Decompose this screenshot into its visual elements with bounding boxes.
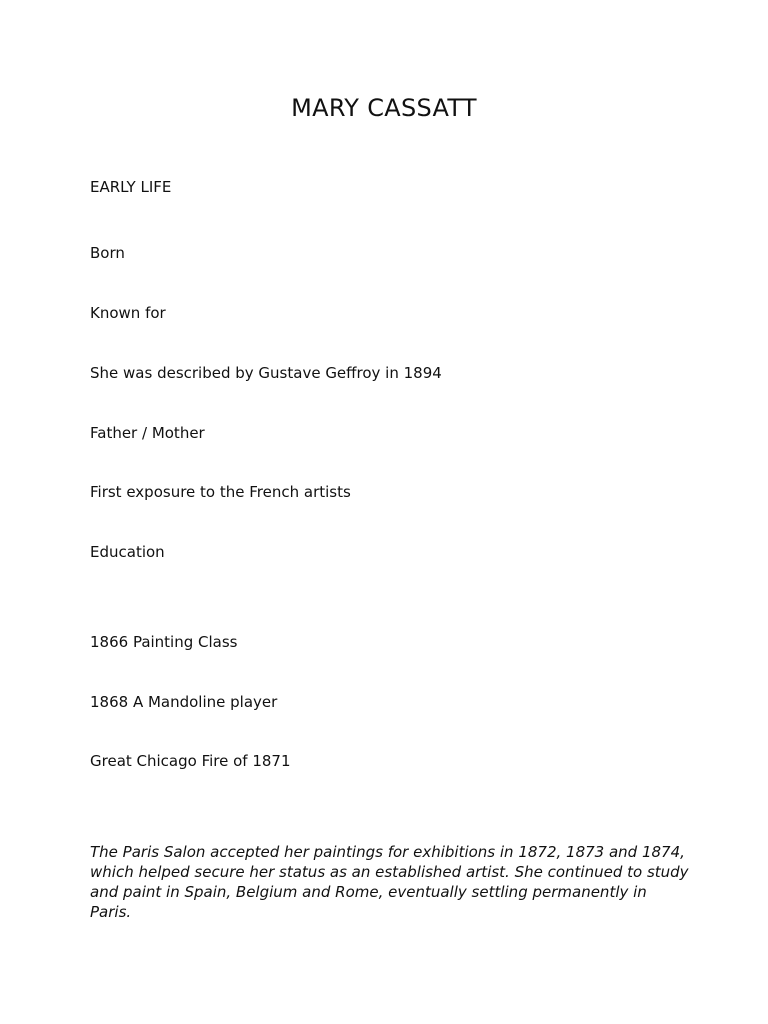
line-known-for: Known for bbox=[90, 304, 166, 322]
page-title: MARY CASSATT bbox=[291, 94, 477, 122]
line-father-mother: Father / Mother bbox=[90, 424, 205, 442]
line-born: Born bbox=[90, 244, 125, 262]
line-painting-class: 1866 Painting Class bbox=[90, 633, 238, 651]
line-education: Education bbox=[90, 543, 165, 561]
line-mandoline-player: 1868 A Mandoline player bbox=[90, 693, 278, 711]
line-chicago-fire: Great Chicago Fire of 1871 bbox=[90, 752, 291, 770]
salon-paragraph: The Paris Salon accepted her paintings for exhibitions in 1872, 1873 and 1874, which helped secure her status as an established artist. She continued to study and paint in Spain, Belgium and Rome, eventually settling permanently in Paris. bbox=[90, 843, 689, 921]
section-heading: EARLY LIFE bbox=[90, 178, 172, 196]
line-first-exposure: First exposure to the French artists bbox=[90, 483, 351, 501]
line-described-by: She was described by Gustave Geffroy in 1894 bbox=[90, 364, 442, 382]
